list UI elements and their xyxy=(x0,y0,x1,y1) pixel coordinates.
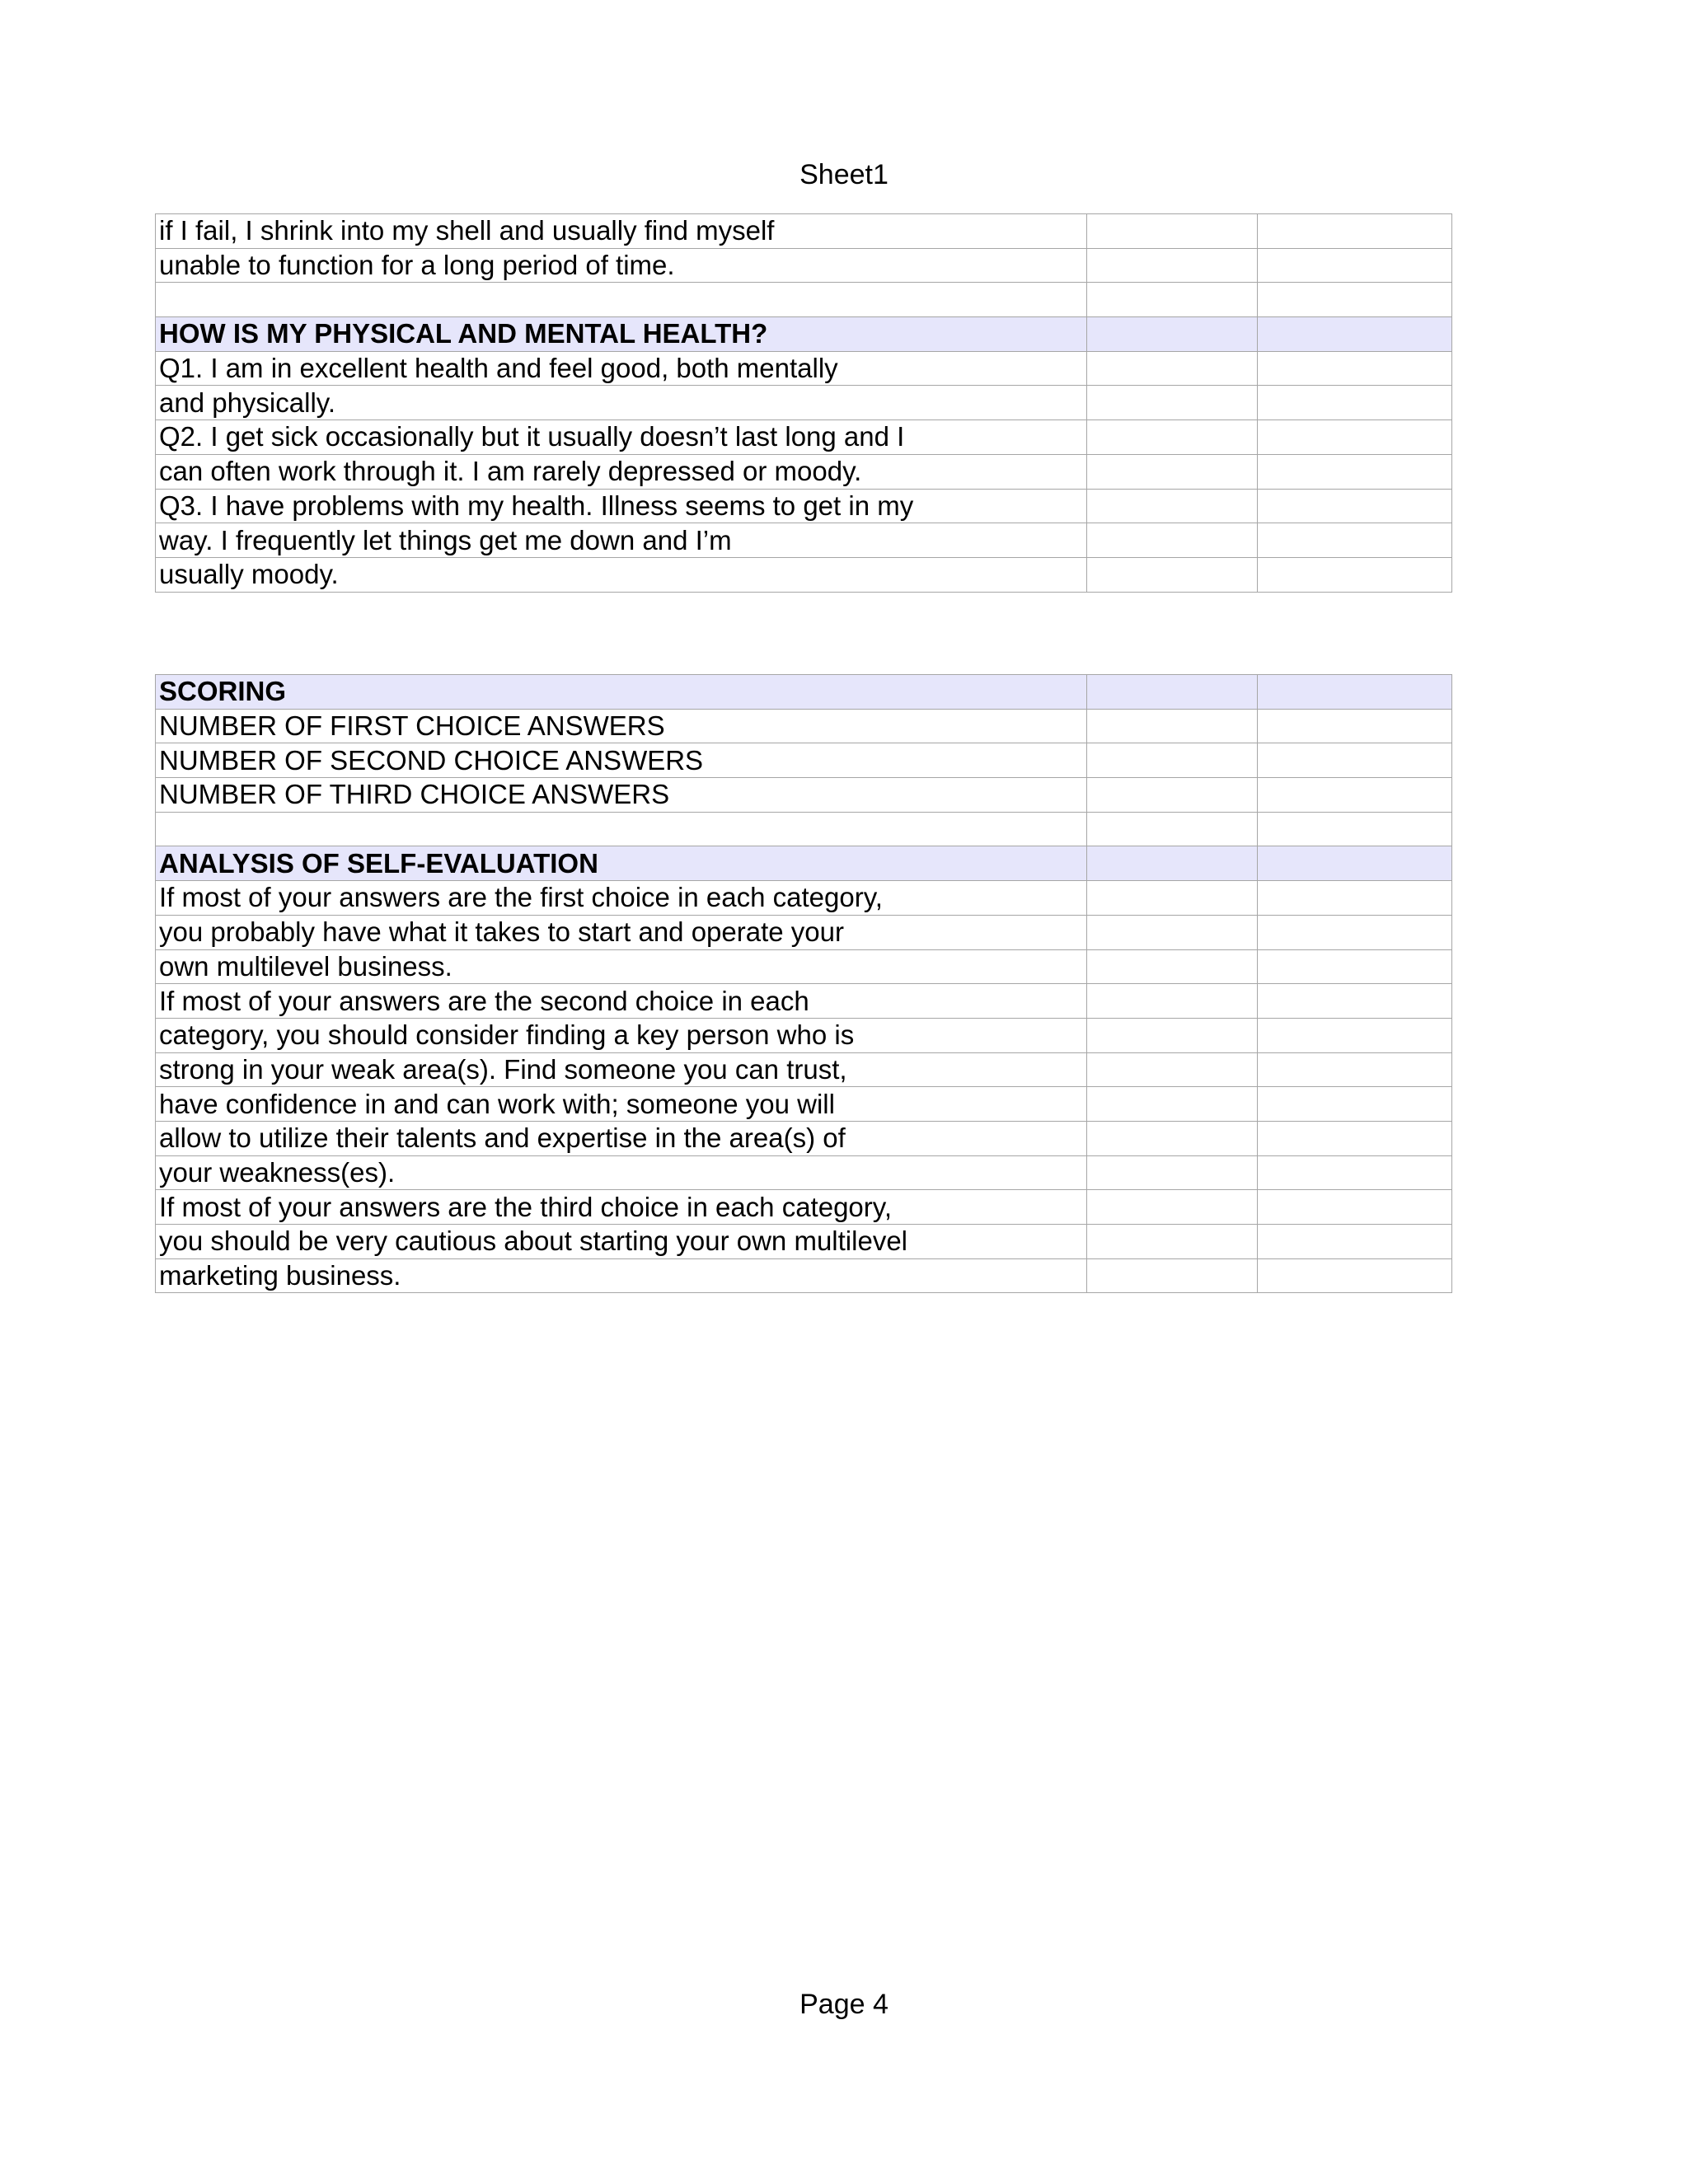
score-cell[interactable] xyxy=(1258,675,1452,710)
answer-cell[interactable] xyxy=(1087,489,1258,523)
row-text-cell[interactable]: usually moody. xyxy=(156,557,1087,592)
table-row xyxy=(156,1155,1452,1190)
table-row xyxy=(156,1018,1452,1052)
table-row xyxy=(156,557,1452,592)
table-row xyxy=(156,523,1452,558)
answer-cell[interactable] xyxy=(1087,812,1258,846)
answer-cell[interactable] xyxy=(1087,915,1258,949)
answer-cell[interactable] xyxy=(1087,1018,1258,1052)
answer-cell[interactable] xyxy=(1087,214,1258,249)
row-text-cell[interactable]: Q3. I have problems with my health. Illness seems to get in my xyxy=(156,489,1087,523)
row-text-cell[interactable]: can often work through it. I am rarely depressed or moody. xyxy=(156,454,1087,489)
answer-cell[interactable] xyxy=(1087,420,1258,455)
answer-cell[interactable] xyxy=(1087,523,1258,558)
section-heading[interactable]: ANALYSIS OF SELF-EVALUATION xyxy=(156,846,1087,881)
section-heading[interactable]: HOW IS MY PHYSICAL AND MENTAL HEALTH? xyxy=(156,317,1087,352)
answer-cell[interactable] xyxy=(1087,386,1258,420)
score-cell[interactable] xyxy=(1258,248,1452,283)
score-cell[interactable] xyxy=(1258,881,1452,916)
score-cell[interactable] xyxy=(1258,386,1452,420)
answer-cell[interactable] xyxy=(1087,1190,1258,1225)
score-cell[interactable] xyxy=(1258,1018,1452,1052)
table-row xyxy=(156,915,1452,949)
score-cell[interactable] xyxy=(1258,709,1452,743)
score-cell[interactable] xyxy=(1258,454,1452,489)
table-row xyxy=(156,1225,1452,1259)
section-heading[interactable]: SCORING xyxy=(156,675,1087,710)
score-cell[interactable] xyxy=(1258,351,1452,386)
row-text-cell[interactable]: strong in your weak area(s). Find someone you can trust, xyxy=(156,1052,1087,1087)
section-heading-row xyxy=(156,675,1452,710)
table-row xyxy=(156,283,1452,317)
row-text-cell[interactable]: unable to function for a long period of time. xyxy=(156,248,1087,283)
table-row xyxy=(156,949,1452,984)
table-row xyxy=(156,214,1452,249)
score-cell[interactable] xyxy=(1258,778,1452,813)
row-text-cell[interactable]: if I fail, I shrink into my shell and usually find myself xyxy=(156,214,1087,249)
answer-cell[interactable] xyxy=(1087,984,1258,1019)
sheet-title: Sheet1 xyxy=(799,159,889,190)
table-row xyxy=(156,743,1452,778)
score-cell[interactable] xyxy=(1258,1155,1452,1190)
table-row xyxy=(156,709,1452,743)
row-text-cell[interactable]: your weakness(es). xyxy=(156,1155,1087,1190)
row-text-cell[interactable]: Q1. I am in excellent health and feel good, both mentally xyxy=(156,351,1087,386)
row-text-cell[interactable]: you should be very cautious about starting your own multilevel xyxy=(156,1225,1087,1259)
scoring-table xyxy=(155,674,1452,1293)
score-cell[interactable] xyxy=(1258,1087,1452,1122)
questionnaire-table xyxy=(155,213,1452,593)
answer-cell[interactable] xyxy=(1087,248,1258,283)
row-text-cell[interactable]: own multilevel business. xyxy=(156,949,1087,984)
answer-cell[interactable] xyxy=(1087,557,1258,592)
row-text-cell[interactable]: If most of your answers are the first choice in each category, xyxy=(156,881,1087,916)
answer-cell[interactable] xyxy=(1087,675,1258,710)
table-row xyxy=(156,1087,1452,1122)
answer-cell[interactable] xyxy=(1087,1087,1258,1122)
score-cell[interactable] xyxy=(1258,1121,1452,1155)
table-row xyxy=(156,1258,1452,1293)
answer-cell[interactable] xyxy=(1087,949,1258,984)
score-cell[interactable] xyxy=(1258,523,1452,558)
answer-cell[interactable] xyxy=(1087,846,1258,881)
score-cell[interactable] xyxy=(1258,317,1452,352)
score-cell[interactable] xyxy=(1258,283,1452,317)
answer-cell[interactable] xyxy=(1087,1121,1258,1155)
row-text-cell[interactable]: If most of your answers are the second choice in each xyxy=(156,984,1087,1019)
answer-cell[interactable] xyxy=(1087,778,1258,813)
row-text-cell[interactable]: and physically. xyxy=(156,386,1087,420)
table-row xyxy=(156,881,1452,916)
row-text-cell[interactable]: you probably have what it takes to start and operate your xyxy=(156,915,1087,949)
score-cell[interactable] xyxy=(1258,743,1452,778)
page-number: Page 4 xyxy=(799,1989,889,2020)
row-text-cell[interactable]: marketing business. xyxy=(156,1258,1087,1293)
row-text-cell[interactable]: If most of your answers are the third choice in each category, xyxy=(156,1190,1087,1225)
row-text-cell[interactable] xyxy=(156,283,1087,317)
row-text-cell[interactable]: NUMBER OF SECOND CHOICE ANSWERS xyxy=(156,743,1087,778)
table-row xyxy=(156,778,1452,813)
score-cell[interactable] xyxy=(1258,420,1452,455)
table-row xyxy=(156,386,1452,420)
section-heading-row xyxy=(156,317,1452,352)
answer-cell[interactable] xyxy=(1087,351,1258,386)
answer-cell[interactable] xyxy=(1087,1258,1258,1293)
score-cell[interactable] xyxy=(1258,984,1452,1019)
row-text-cell[interactable]: have confidence in and can work with; someone you will xyxy=(156,1087,1087,1122)
section-heading-row xyxy=(156,846,1452,881)
score-cell[interactable] xyxy=(1258,1052,1452,1087)
score-cell[interactable] xyxy=(1258,812,1452,846)
score-cell[interactable] xyxy=(1258,1225,1452,1259)
row-text-cell[interactable]: NUMBER OF THIRD CHOICE ANSWERS xyxy=(156,778,1087,813)
row-text-cell[interactable]: way. I frequently let things get me down and I’m xyxy=(156,523,1087,558)
answer-cell[interactable] xyxy=(1087,317,1258,352)
answer-cell[interactable] xyxy=(1087,1155,1258,1190)
score-cell[interactable] xyxy=(1258,915,1452,949)
score-cell[interactable] xyxy=(1258,1190,1452,1225)
table-row xyxy=(156,420,1452,455)
table-row xyxy=(156,489,1452,523)
table-row xyxy=(156,454,1452,489)
table-row xyxy=(156,1190,1452,1225)
score-cell[interactable] xyxy=(1258,214,1452,249)
answer-cell[interactable] xyxy=(1087,881,1258,916)
table-row xyxy=(156,248,1452,283)
row-text-cell[interactable]: category, you should consider finding a key person who is xyxy=(156,1018,1087,1052)
answer-cell[interactable] xyxy=(1087,1052,1258,1087)
score-cell[interactable] xyxy=(1258,1258,1452,1293)
table-row xyxy=(156,1121,1452,1155)
answer-cell[interactable] xyxy=(1087,709,1258,743)
table-row xyxy=(156,1052,1452,1087)
score-cell[interactable] xyxy=(1258,949,1452,984)
score-cell[interactable] xyxy=(1258,557,1452,592)
answer-cell[interactable] xyxy=(1087,1225,1258,1259)
answer-cell[interactable] xyxy=(1087,454,1258,489)
answer-cell[interactable] xyxy=(1087,743,1258,778)
score-cell[interactable] xyxy=(1258,846,1452,881)
answer-cell[interactable] xyxy=(1087,283,1258,317)
score-cell[interactable] xyxy=(1258,489,1452,523)
row-text-cell[interactable]: NUMBER OF FIRST CHOICE ANSWERS xyxy=(156,709,1087,743)
row-text-cell[interactable]: allow to utilize their talents and expertise in the area(s) of xyxy=(156,1121,1087,1155)
table-row xyxy=(156,351,1452,386)
table-row xyxy=(156,812,1452,846)
table-row xyxy=(156,984,1452,1019)
row-text-cell[interactable]: Q2. I get sick occasionally but it usually doesn’t last long and I xyxy=(156,420,1087,455)
row-text-cell[interactable] xyxy=(156,812,1087,846)
